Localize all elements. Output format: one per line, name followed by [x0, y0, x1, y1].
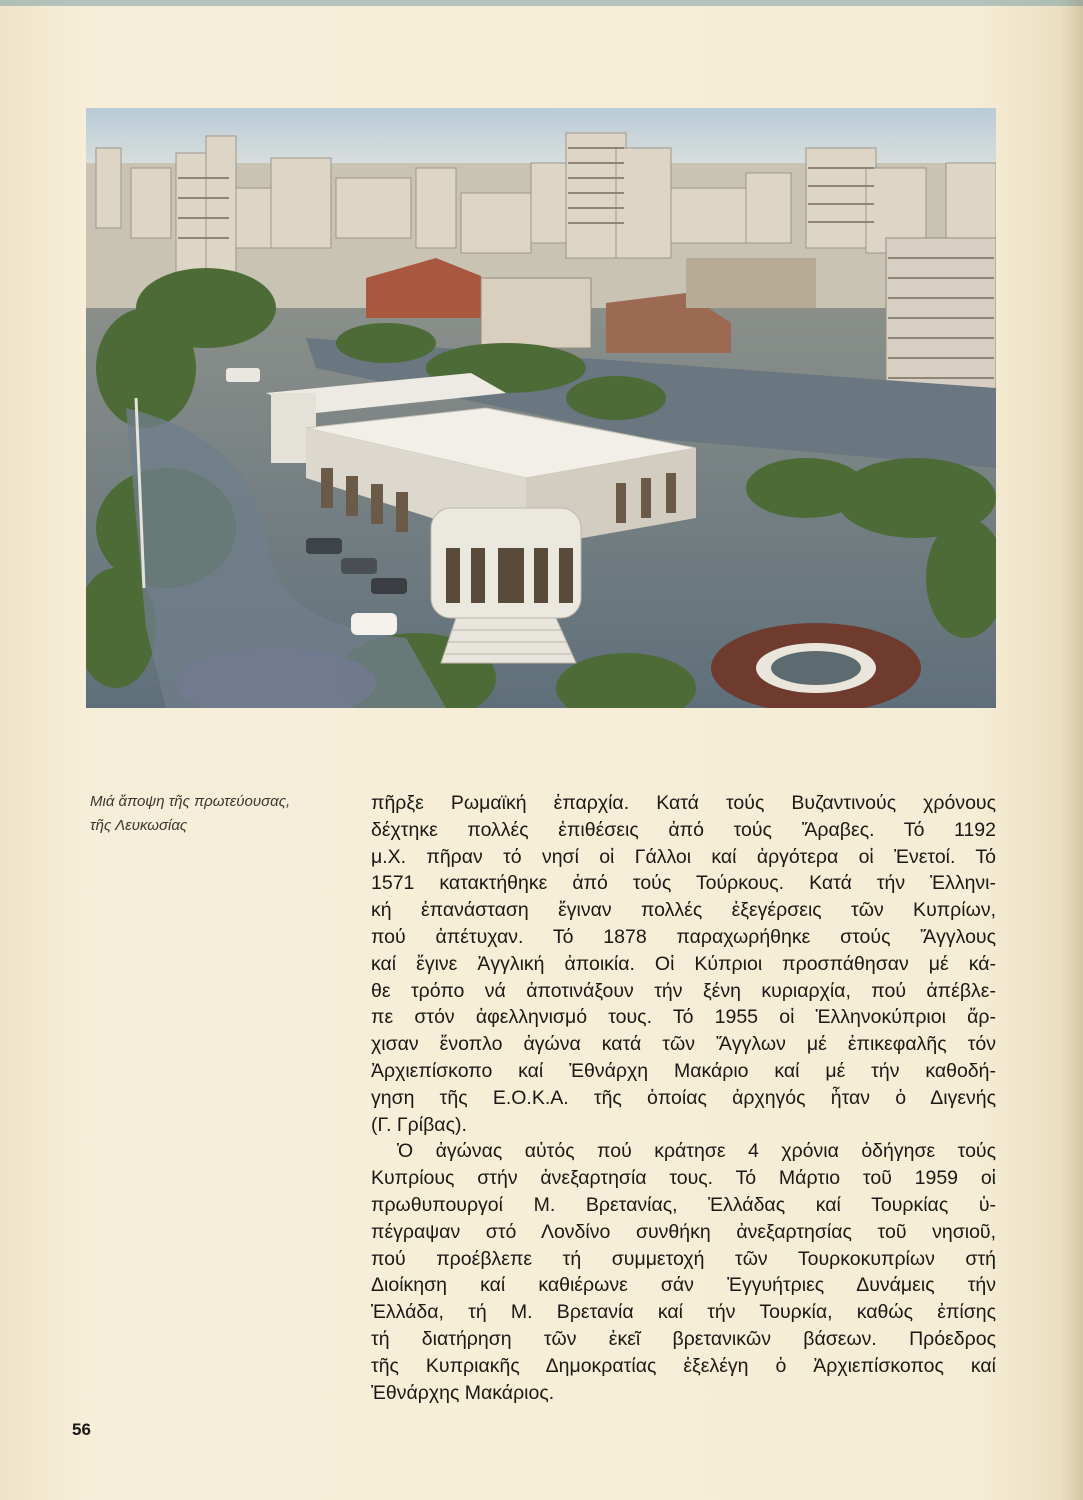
caption-line-1: Μιά ἄποψη τῆς πρωτεύουσας,: [90, 793, 291, 810]
text-line: μ.Χ. πῆραν τό νησί οἱ Γάλλοι καί ἀργότερα οἱ Ἐνετοί. Τό: [371, 845, 996, 868]
photo-caption: [90, 790, 350, 838]
paragraph-1: [371, 790, 996, 1138]
text-line: θε τρόπο νά ἀποτινάξουν τήν ξένη κυριαρχία, πού ἀπέβλε-: [371, 979, 996, 1002]
text-line: πῆρξε Ρωμαϊκή ἐπαρχία. Κατά τούς Βυζαντινούς χρόνους: [371, 792, 996, 814]
text-line: Ἑλλάδα, τή Μ. Βρετανία καί τήν Τουρκία, καθώς ἐπίσης: [371, 1301, 996, 1324]
paragraph-2: [371, 1138, 996, 1406]
page-number: 56: [72, 1420, 91, 1439]
text-line: Ἀρχιεπίσκοπο καί Ἐθνάρχη Μακάριο καί μέ τήν καθοδή-: [371, 1059, 996, 1082]
text-line: Διοίκηση καί καθιέρωνε σάν Ἐγγυήτριες Δυνάμεις τήν: [371, 1274, 996, 1297]
text-line: τή διατήρηση τῶν ἐκεῖ βρετανικῶν βάσεων. Πρόεδρος: [371, 1327, 996, 1350]
text-line: γηση τῆς Ε.Ο.Κ.Α. τῆς ὁποίας ἀρχηγός ἦταν ὁ Διγενής: [371, 1086, 996, 1109]
caption-line-2: τῆς Λευκωσίας: [90, 817, 188, 834]
mid-building: [481, 278, 591, 348]
text-line: Ὁ ἀγώνας αὐτός πού κράτησε 4 χρόνια ὁδήγησε τούς: [397, 1140, 996, 1163]
page-spine-shadow: [1061, 0, 1083, 1500]
text-line: πε στόν ἀφελληνισμό τους. Τό 1955 οἱ Ἑλληνοκύπριοι ἄρ-: [371, 1006, 996, 1029]
text-line: 1571 κατακτήθηκε ἀπό τούς Τούρκους. Κατά τήν Ἑλληνι-: [371, 872, 996, 895]
text-line: πού ἀπέτυχαν. Τό 1878 παραχωρήθηκε στούς Ἄγγλους: [371, 925, 996, 948]
text-line: καί ἔγινε Ἀγγλική ἀποικία. Οἱ Κύπριοι προσπάθησαν μέ κά-: [371, 952, 996, 975]
page-top-edge: [0, 0, 1083, 6]
text-line: δέχτηκε πολλές ἐπιθέσεις ἀπό τούς Ἄραβες. Τό 1192: [371, 818, 996, 841]
text-line: πέγραψαν στό Λονδίνο συνθήκη ἀνεξαρτησίας τοῦ νησιοῦ,: [371, 1220, 996, 1243]
text-line: πού προέβλεπε τή συμμετοχή τῶν Τουρκοκυπρίων στή: [371, 1247, 996, 1270]
city-photo: [86, 108, 996, 708]
text-line: Κυπρίους στήν ἀνεξαρτησία τους. Τό Μάρτιο τοῦ 1959 οἱ: [371, 1167, 996, 1190]
text-line: χισαν ἔνοπλο ἀγώνα κατά τῶν Ἄγγλων μέ ἐπικεφαλῆς τόν: [371, 1033, 996, 1056]
city-photo-illustration: [86, 108, 996, 708]
mid-building-2: [686, 258, 816, 308]
text-line: τῆς Κυπριακῆς Δημοκρατίας ἐξελέγη ὁ Ἀρχιεπίσκοπος καί: [371, 1354, 996, 1377]
text-line: πρωθυπουργοί Μ. Βρετανίας, Ἑλλάδας καί Τουρκίας ὑ-: [371, 1193, 996, 1216]
text-line: (Γ. Γρίβας).: [371, 1113, 467, 1136]
text-line: Ἐθνάρχης Μακάριος.: [371, 1381, 555, 1404]
body-text: [371, 790, 996, 1406]
text-line: κή ἐπανάσταση ἔγιναν πολλές ἐξεγέρσεις τῶν Κυπρίων,: [371, 899, 996, 922]
